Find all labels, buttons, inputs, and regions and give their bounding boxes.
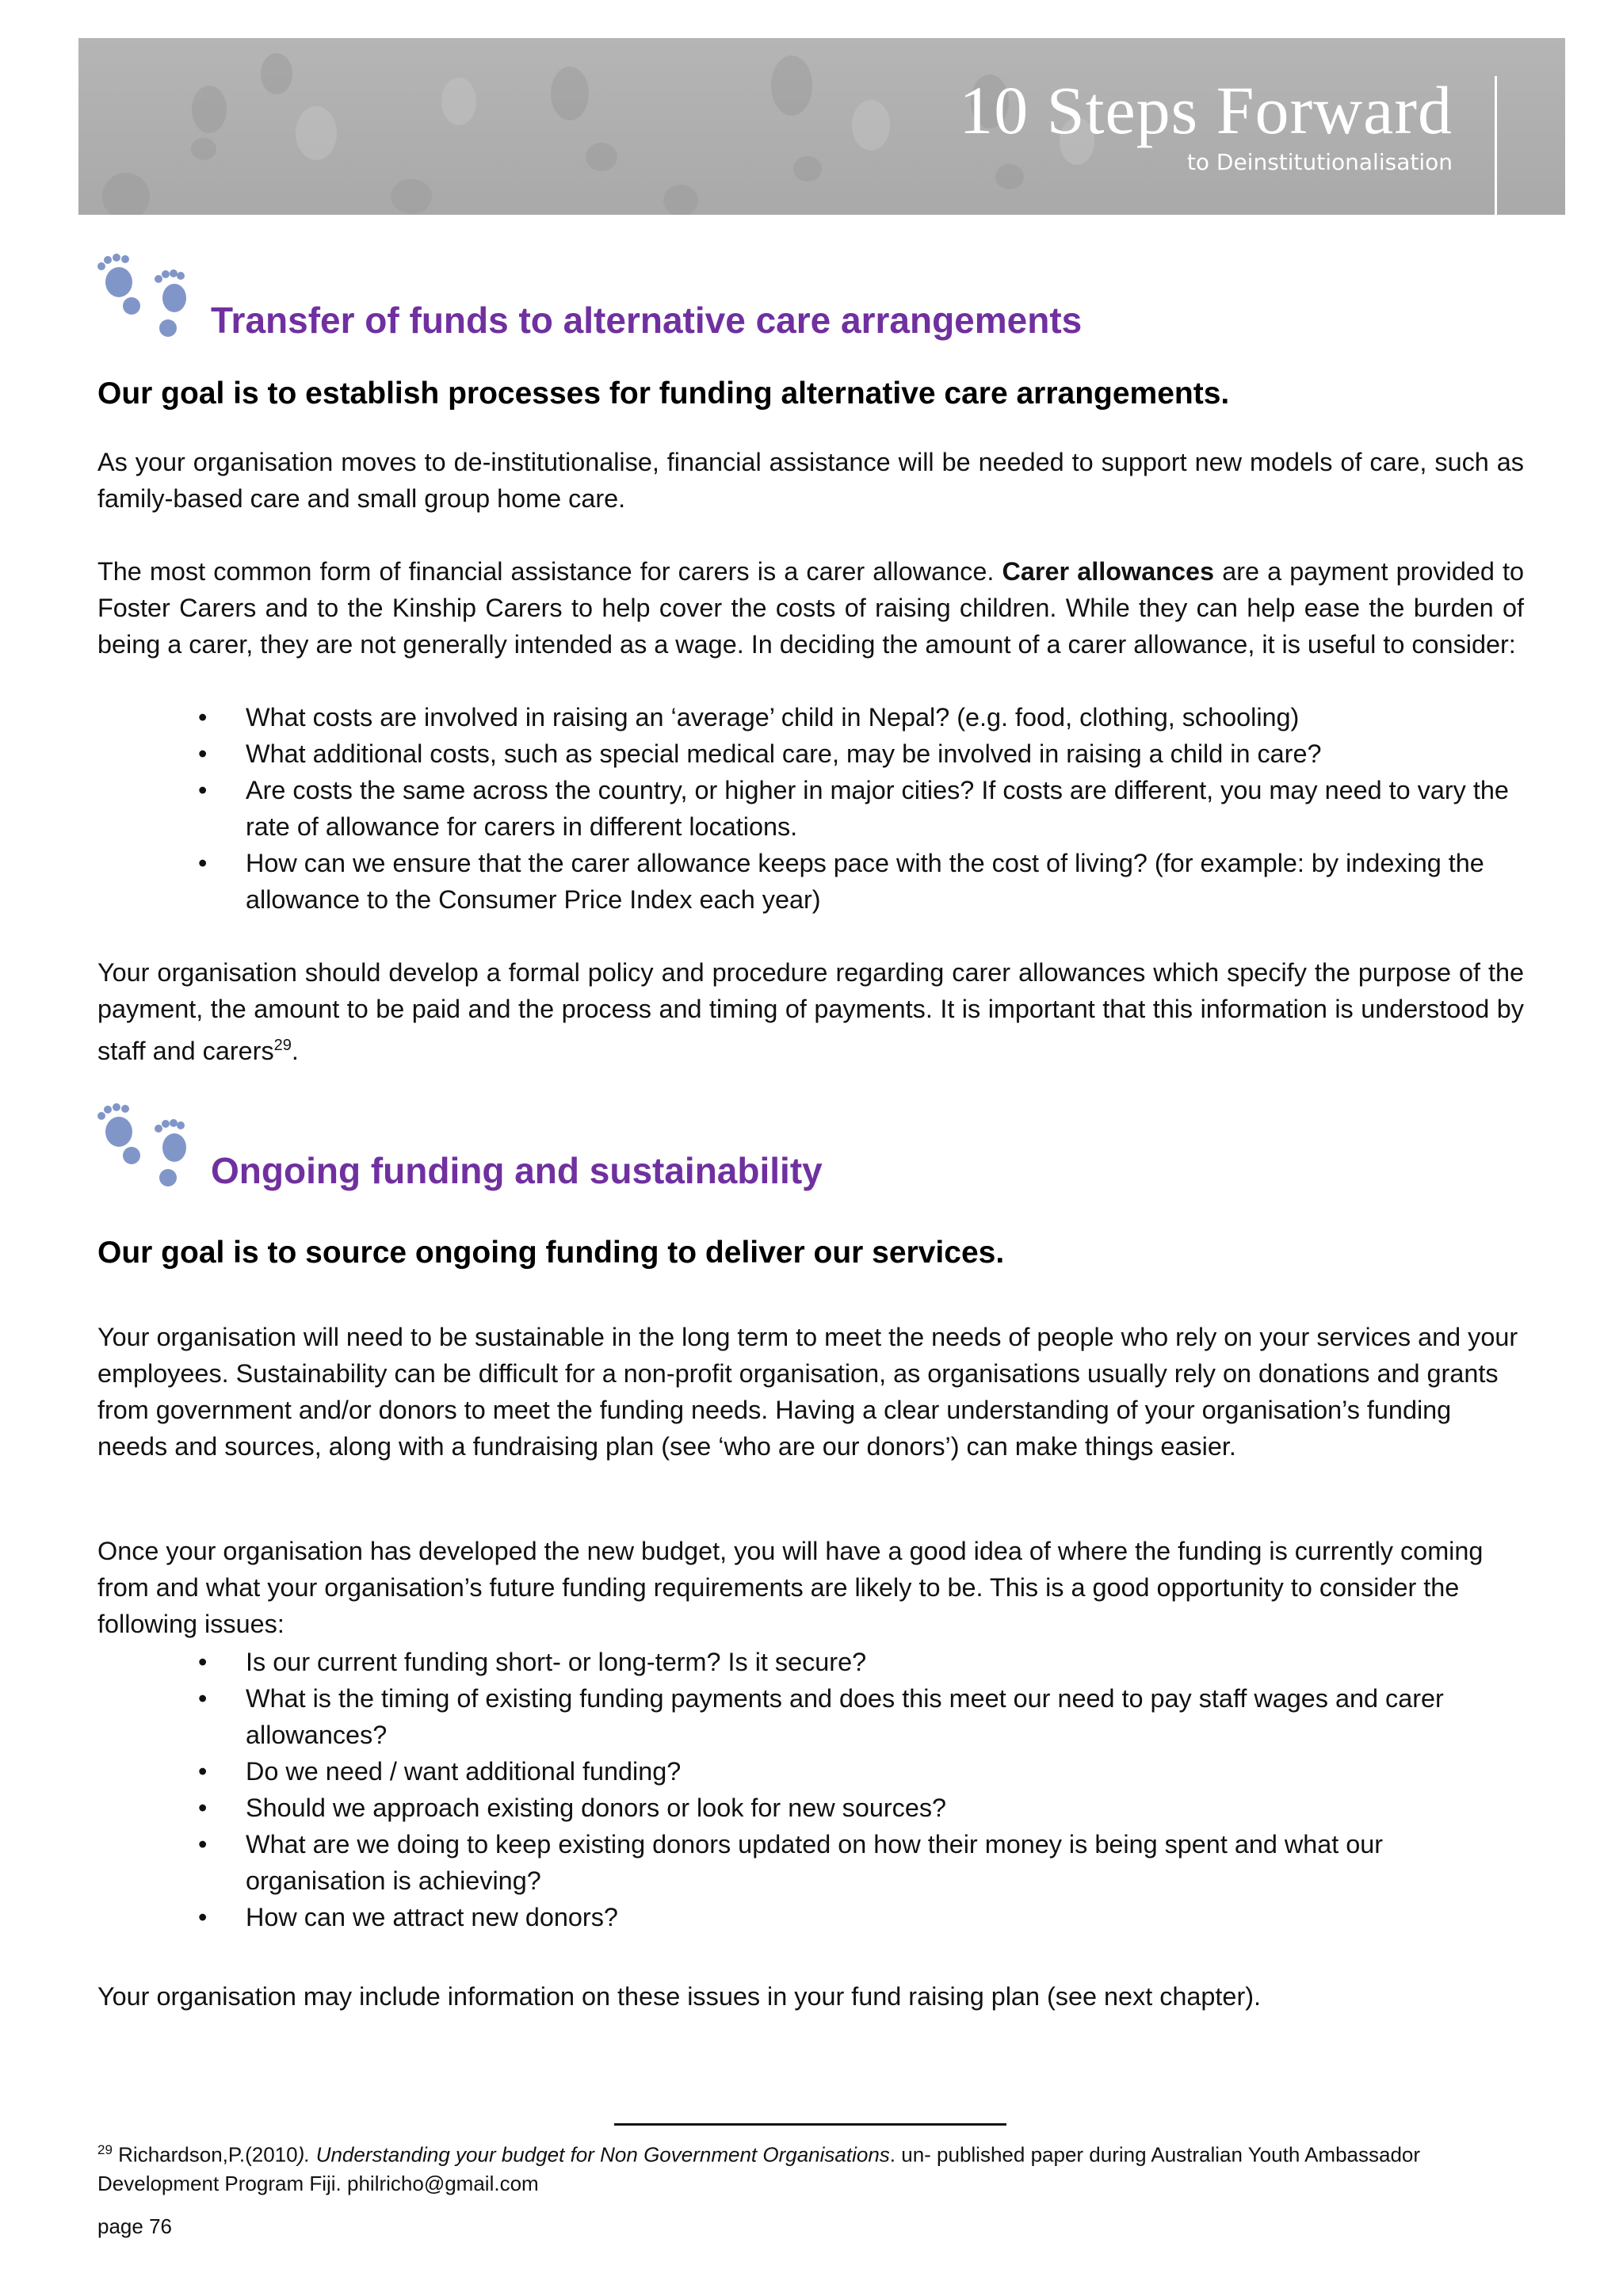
paragraph: Your organisation will need to be sustainable in the long term to meet the needs of people who rely on your services and your employees. Sustainability can be difficult for a non-profit organisation, as organisations usually rely on donations and grants from government and/or donors to meet the funding needs. Having a clear understanding of your organisation’s funding needs and sources, along with a fundraising plan (see ‘who are our donors’) can make things easier. <box>97 1323 1518 1461</box>
paragraph <box>97 954 1524 1069</box>
footnote-title: ). Understanding your budget for Non Government Organisations <box>297 2142 890 2167</box>
list-item-text: What is the timing of existing funding payments and does this meet our need to pay staff wages and carer allowances? <box>246 1684 1444 1749</box>
paragraph: Your organisation may include information on these issues in your fund raising plan (see next chapter). <box>97 1982 1262 2011</box>
bullet-marker: • <box>198 1757 208 1786</box>
bullet-marker: • <box>198 1830 208 1859</box>
footprints-icon <box>95 1102 198 1190</box>
section-goal-ongoing-funding: Our goal is to source ongoing funding to deliver our services. <box>97 1236 1005 1270</box>
banner-divider <box>1495 76 1497 215</box>
list-item <box>97 845 1524 918</box>
footnote-divider <box>614 2123 1006 2126</box>
bullet-marker: • <box>198 1903 208 1931</box>
list-item-text: Is our current funding short- or long-term? Is it secure? <box>246 1648 867 1676</box>
list-item <box>97 1644 1524 1680</box>
banner-subtitle: to Deinstitutionalisation <box>1186 149 1453 175</box>
bullet-marker: • <box>198 739 208 768</box>
paragraph <box>97 553 1524 663</box>
paragraph: Once your organisation has developed the new budget, you will have a good idea of where the funding is currently coming from and what your organisation’s future funding requirements are likely to be. This is a good opportunity to consider the following issues: <box>97 1537 1484 1638</box>
footnote-text: . un- published paper during Australian Youth Ambassador Development Program Fiji. philricho@gmail.com <box>97 2142 1421 2195</box>
page-number: page 76 <box>97 2214 172 2238</box>
bullet-marker: • <box>198 1684 208 1713</box>
section-goal-transfer-of-funds: Our goal is to establish processes for funding alternative care arrangements. <box>97 376 1230 411</box>
footnote <box>97 2136 1524 2198</box>
bullet-list <box>97 1644 1524 1935</box>
list-item <box>97 1826 1524 1899</box>
list-item-text: What additional costs, such as special medical care, may be involved in raising a child in care? <box>246 739 1322 768</box>
list-item <box>97 772 1524 845</box>
bullet-marker: • <box>198 703 208 732</box>
list-item-text: How can we attract new donors? <box>246 1903 618 1931</box>
bullet-marker: • <box>198 1648 208 1676</box>
footnote-reference: 29 <box>273 1037 292 1054</box>
list-item <box>97 1790 1524 1826</box>
list-item-text: Are costs the same across the country, or higher in major cities? If costs are different, you may need to vary the rate of allowance for carers in different locations. <box>246 776 1509 841</box>
bullet-list <box>97 699 1524 918</box>
list-item-text: What are we doing to keep existing donors updated on how their money is being spent and what our organisation is achieving? <box>246 1830 1384 1895</box>
bullet-marker: • <box>198 776 208 804</box>
list-item-text: How can we ensure that the carer allowance keeps pace with the cost of living? (for example: by indexing the allowance to the Consumer Price Index each year) <box>246 849 1484 914</box>
section-heading-ongoing-funding: Ongoing funding and sustainability <box>211 1150 823 1191</box>
paragraph-text: The most common form of financial assistance for carers is a carer allowance. <box>97 557 1002 586</box>
bold-term: Carer allowances <box>1002 557 1215 586</box>
paragraph-text: Your organisation should develop a formal policy and procedure regarding carer allowances which specify the purpose of the payment, the amount to be paid and the process and timing of payments. It is important that this information is understood by staff and carers <box>97 958 1524 1065</box>
footnote-text: Richardson,P.(2010 <box>112 2142 298 2167</box>
list-item <box>97 699 1524 735</box>
footnote-number: 29 <box>97 2142 113 2157</box>
list-item <box>97 1753 1524 1790</box>
list-item <box>97 1899 1524 1935</box>
list-item-text: Do we need / want additional funding? <box>246 1757 682 1786</box>
list-item-text: Should we approach existing donors or look for new sources? <box>246 1794 947 1822</box>
list-item <box>97 735 1524 772</box>
list-item <box>97 1680 1524 1753</box>
section-heading-transfer-of-funds: Transfer of funds to alternative care arrangements <box>211 300 1083 341</box>
paragraph-text: . <box>291 1036 299 1065</box>
paragraph-text: are a payment provided to Foster Carers and to the Kinship Carers to help cover the costs of raising children. While they can help ease the burden of being a carer, they are not generally intended as a wage. In deciding the amount of a carer allowance, it is useful to consider: <box>97 557 1525 659</box>
bullet-marker: • <box>198 849 208 877</box>
paragraph: As your organisation moves to de-institutionalise, financial assistance will be needed to support new models of care, such as family-based care and small group home care. <box>97 448 1524 513</box>
banner-title: 10 Steps Forward <box>959 72 1453 148</box>
header-banner <box>78 38 1565 215</box>
footprints-icon <box>95 252 198 341</box>
bullet-marker: • <box>198 1794 208 1822</box>
list-item-text: What costs are involved in raising an ‘average’ child in Nepal? (e.g. food, clothing, schooling) <box>246 703 1300 732</box>
